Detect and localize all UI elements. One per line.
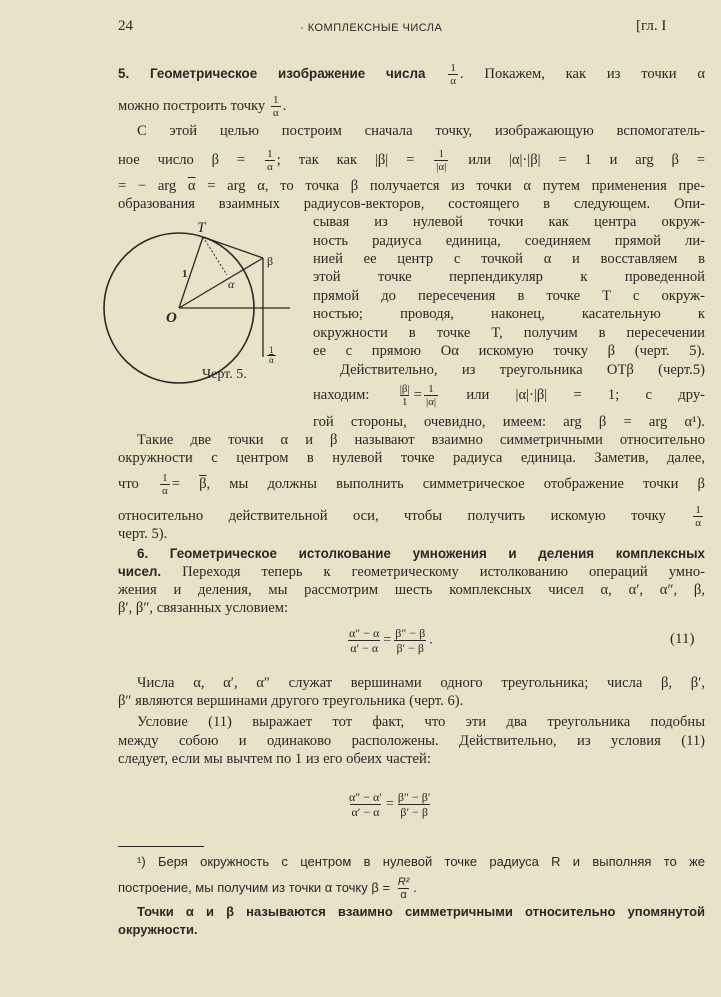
- numerator: |β|: [399, 383, 410, 395]
- fraction-R2-over-alpha: [396, 876, 412, 901]
- label-1-over-alpha: [267, 346, 276, 365]
- text: находим:: [313, 386, 370, 403]
- denominator: α: [695, 517, 701, 529]
- fraction: [347, 626, 381, 655]
- text: относительно действительной оси, чтобы получить искомую точку: [118, 507, 666, 524]
- text-line: [118, 563, 705, 581]
- denominator: α: [272, 107, 279, 119]
- chapter-label: [гл. I: [636, 18, 667, 34]
- alpha-bar: $\overline{\alpha}$: [187, 178, 196, 194]
- period: .: [429, 632, 433, 648]
- text: = arg α, то точка β получается из точки α путем применения пре-: [207, 178, 705, 194]
- text-line: β′, β″, связанных условием:: [118, 600, 289, 616]
- section-5-heading: 5. Геометрическое изображение числа: [118, 65, 426, 81]
- numerator: 1: [438, 148, 444, 160]
- text-line: образования взаимных радиусов-векторов, состоящего в следующем. Опи-: [118, 196, 705, 212]
- fraction: [396, 790, 433, 819]
- footnote-line: ¹) Беря окружность с центром в нулевой точке радиуса R и выполняя то же: [137, 854, 705, 869]
- text-line: β″ являются вершинами другого треугольника (черт. 6).: [118, 693, 464, 709]
- text-line: [118, 472, 705, 497]
- text-line: ностью; проводя, наконец, касательную к: [313, 306, 705, 322]
- text: = − arg: [118, 178, 177, 194]
- equals: =: [385, 796, 394, 812]
- label-alpha: α: [228, 277, 235, 291]
- section-6-heading: 6. Геометрическое истолкование умножения и деления комплексных: [137, 546, 705, 561]
- text: ное число β =: [118, 151, 246, 168]
- denominator: α′ − α: [350, 641, 379, 655]
- running-title: · КОМПЛЕКСНЫЕ ЧИСЛА: [300, 22, 443, 34]
- text: ; так как |β| =: [276, 151, 415, 168]
- text-line: С этой целью построим сначала точку, изображающую вспомогатель-: [137, 123, 705, 139]
- numerator: 1: [267, 148, 273, 160]
- beta-bar: $\overline{\beta}$: [199, 475, 207, 492]
- text: или |α|·|β| = 1; с дру-: [466, 386, 705, 403]
- numerator: α″ − α′: [349, 790, 382, 804]
- numerator: α″ − α: [349, 626, 380, 640]
- text-line: прямой до пересечения в точке T с окруж-: [313, 288, 705, 304]
- equals: =: [383, 632, 392, 648]
- numerator: 1: [428, 383, 434, 395]
- numerator: 1: [450, 62, 456, 74]
- denominator: 1: [401, 396, 408, 408]
- text: или |α|·|β| = 1 и arg β =: [468, 151, 705, 168]
- text-line: Условие (11) выражает тот факт, что эти два треугольника подобны: [137, 714, 705, 730]
- text: построение, мы получим из точки α точку β =: [118, 879, 391, 895]
- text-line: Числа α, α′, α″ служат вершинами одного треугольника; числа β, β′,: [137, 675, 705, 691]
- text-line: нией ее центр с точкой α и восставляем в: [313, 251, 705, 267]
- footnote-line: [118, 876, 705, 901]
- denominator: β′ − β: [396, 641, 425, 655]
- text: =: [171, 475, 180, 492]
- text-line: жения и деления, мы рассмотрим шесть комплексных чисел α, α′, α″, β,: [118, 582, 705, 598]
- label-beta: β: [267, 254, 274, 268]
- denominator: α′ − α: [351, 805, 380, 819]
- text-line: ность радиуса единица, соединяем прямой ли-: [313, 233, 705, 249]
- numerator: 1: [273, 94, 279, 106]
- text-line: ее с прямою Oα искомую точку β (черт. 5).: [313, 343, 705, 359]
- text-line: Действительно, из треугольника OTβ (черт.5): [340, 362, 705, 378]
- text-line: черт. 5).: [118, 526, 168, 542]
- figure-caption: Черт. 5.: [202, 367, 247, 382]
- page-number: 24: [118, 18, 133, 34]
- fraction: [393, 626, 427, 655]
- text: Переходя теперь к геометрическому истолкованию операций умно-: [182, 564, 706, 580]
- section-6-heading-end: чисел.: [118, 564, 162, 579]
- text-line: окружности с центром в нулевой точке радиуса единица. Заметив, далее,: [118, 450, 705, 466]
- figure-5-diagram: [0, 0, 721, 420]
- fraction: [160, 472, 170, 497]
- numerator: β″ − β: [395, 626, 426, 640]
- text: .: [282, 97, 287, 114]
- text: =: [413, 386, 422, 403]
- text-line: этой точке перпендикуляр к проведенной: [313, 269, 705, 285]
- denominator: α: [450, 75, 456, 87]
- equation-11: [345, 626, 433, 655]
- denominator: |α|: [425, 396, 437, 408]
- numerator: 1: [162, 472, 168, 484]
- text-line: следует, если мы вычтем по 1 из его обеих частей:: [118, 751, 431, 767]
- text-line: сывая из нулевой точки как центра окруж-: [313, 214, 705, 230]
- text: можно построить точку: [118, 97, 266, 114]
- label-T: T: [197, 220, 206, 236]
- text: , мы должны выполнить симметрическое отображение точки β: [206, 475, 705, 492]
- text-line: между собою и одинаково расположены. Действительно, из условия (11): [118, 733, 705, 749]
- label-radius-1: 1: [182, 268, 188, 280]
- text-line: окружности в точке T, получим в пересечении: [313, 325, 705, 341]
- numerator: R²: [397, 876, 410, 888]
- denominator: α: [400, 889, 407, 901]
- numerator: β″ − β′: [397, 790, 431, 804]
- text: .: [413, 879, 417, 895]
- numerator: 1: [695, 504, 701, 516]
- equation-difference: [345, 790, 434, 819]
- text: . Покажем, как из точки α: [460, 65, 705, 82]
- denominator: |α|: [436, 161, 447, 173]
- fraction: [347, 790, 384, 819]
- denominator: β′ − β: [400, 805, 428, 819]
- footnote-divider: [118, 846, 204, 847]
- text-line: Такие две точки α и β называют взаимно симметричными относительно: [137, 432, 705, 448]
- denominator: α: [161, 485, 168, 497]
- text: что: [118, 475, 139, 492]
- denominator: α: [267, 161, 273, 173]
- label-O: O: [166, 310, 177, 326]
- denominator: α: [269, 355, 274, 365]
- footnote-line: Точки α и β называются взаимно симметричными относительно упомянутой: [137, 904, 705, 919]
- footnote-line: окружности.: [118, 922, 198, 937]
- numerator: 1: [269, 345, 274, 355]
- text-line: гой стороны, очевидно, имеем: arg β = arg α¹).: [313, 414, 705, 430]
- equation-number: (11): [670, 631, 695, 647]
